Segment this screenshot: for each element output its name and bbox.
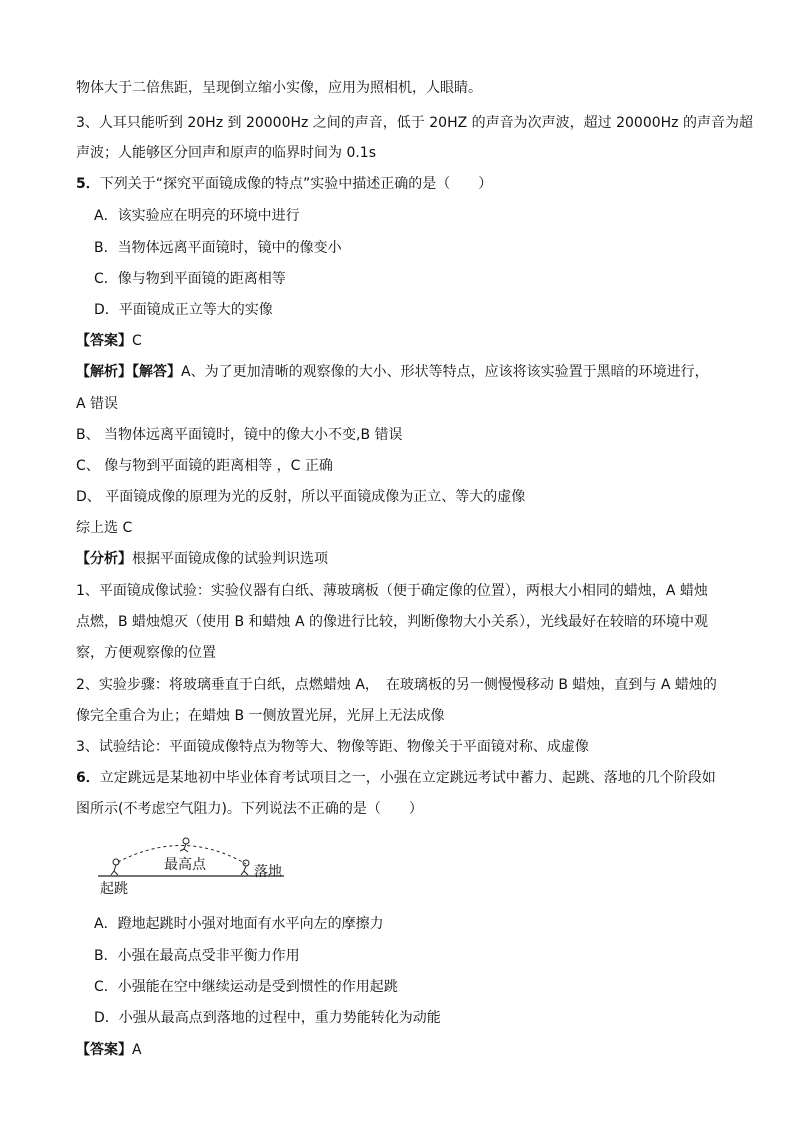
question-5-number: 5．: [76, 176, 100, 192]
analysis-a-text: A、为了更加清晰的观察像的大小、形状等特点，应该将该实验置于黑暗的环境进行，: [181, 364, 709, 380]
question-5-option-b: B．当物体远离平面镜时，镜中的像变小: [94, 240, 342, 256]
question-5-option-d: D．平面镜成正立等大的实像: [94, 302, 273, 318]
analysis-line-a2: A 错误: [76, 396, 119, 412]
fenxi-text: 根据平面镜成像的试验判识选项: [132, 551, 328, 567]
question-5-option-c: C．像与物到平面镜的距离相等: [94, 271, 286, 287]
label-landing: 落地: [254, 864, 282, 880]
analysis-line-a1: [76, 362, 709, 382]
point-1-line-3: 察，方便观察像的位置: [76, 645, 216, 661]
intro-line-2: 3、人耳只能听到 20Hz 到 20000Hz 之间的声音，低于 20HZ 的声音为次声波，超过 20000Hz 的声音为超: [76, 115, 753, 131]
question-5-option-a: A．该实验应在明亮的环境中进行: [94, 208, 300, 224]
question-5-answer: [76, 331, 142, 351]
question-6-option-c: C．小强能在空中继续运动是受到惯性的作用起跳: [94, 979, 398, 995]
analysis-line-b: B、 当物体远离平面镜时，镜中的像大小不变,B 错误: [76, 427, 403, 443]
answer-value: A: [132, 1042, 142, 1058]
analysis-line-c: C、 像与物到平面镜的距离相等 ，C 正确: [76, 458, 333, 474]
label-highest-point: 最高点: [164, 857, 206, 873]
question-6-option-a: A．蹬地起跳时小强对地面有水平向左的摩擦力: [94, 916, 384, 932]
intro-line-3: 声波；人能够区分回声和原声的临界时间为 0.1s: [76, 145, 377, 161]
question-6-option-d: D．小强从最高点到落地的过程中，重力势能转化为动能: [94, 1010, 441, 1026]
point-2-line-1: 2、实验步骤：将玻璃垂直于白纸，点燃蜡烛 A， 在玻璃板的另一侧慢慢移动 B 蜡烛，直到与 A 蜡烛的: [76, 677, 717, 693]
question-5-text: 下列关于“探究平面镜成像的特点”实验中描述正确的是（ ）: [99, 176, 493, 192]
analysis-line-d: D、 平面镜成像的原理为光的反射，所以平面镜成像为正立、等大的虚像: [76, 489, 526, 505]
fenxi-line: [76, 549, 328, 569]
point-1-line-1: 1、平面镜成像试验：实验仪器有白纸、薄玻璃板（便于确定像的位置），两根大小相同的蜡烛，A 蜡烛: [76, 583, 708, 599]
question-6-stem-1: [76, 768, 716, 788]
answer-tag: 【答案】: [76, 333, 132, 349]
answer-tag: 【答案】: [76, 1042, 132, 1058]
analysis-tag: 【解析】【解答】: [76, 364, 181, 380]
jumper-landing-icon: [241, 860, 249, 875]
question-5-stem: [76, 174, 492, 194]
point-3-line: 3、试验结论：平面镜成像特点为物等大、物像等距、物像关于平面镜对称、成虚像: [76, 739, 589, 755]
label-takeoff: 起跳: [100, 881, 128, 897]
fenxi-tag: 【分析】: [76, 551, 132, 567]
analysis-summary: 综上选 C: [76, 520, 133, 536]
question-6-text: 立定跳远是某地初中毕业体育考试项目之一，小强在立定跳远考试中蓄力、起跳、落地的几个阶段如: [99, 770, 716, 786]
jumper-start-icon: [111, 859, 119, 875]
question-6-stem-2: 图所示(不考虑空气阻力)。下列说法不正确的是（ ）: [76, 801, 423, 817]
point-1-line-2: 点燃，B 蜡烛熄灭（使用 B 和蜡烛 A 的像进行比较，判断像物大小关系），光线最好在较暗的环境中观: [76, 614, 709, 630]
question-6-option-b: B．小强在最高点受非平衡力作用: [94, 948, 300, 964]
long-jump-figure: [96, 832, 296, 896]
point-2-line-2: 像完全重合为止；在蜡烛 B 一侧放置光屏，光屏上无法成像: [76, 708, 445, 724]
question-6-number: 6．: [76, 770, 100, 786]
question-6-answer: [76, 1040, 142, 1060]
intro-line-1: 物体大于二倍焦距，呈现倒立缩小实像，应用为照相机，人眼睛。: [76, 80, 482, 96]
answer-value: C: [132, 333, 142, 349]
